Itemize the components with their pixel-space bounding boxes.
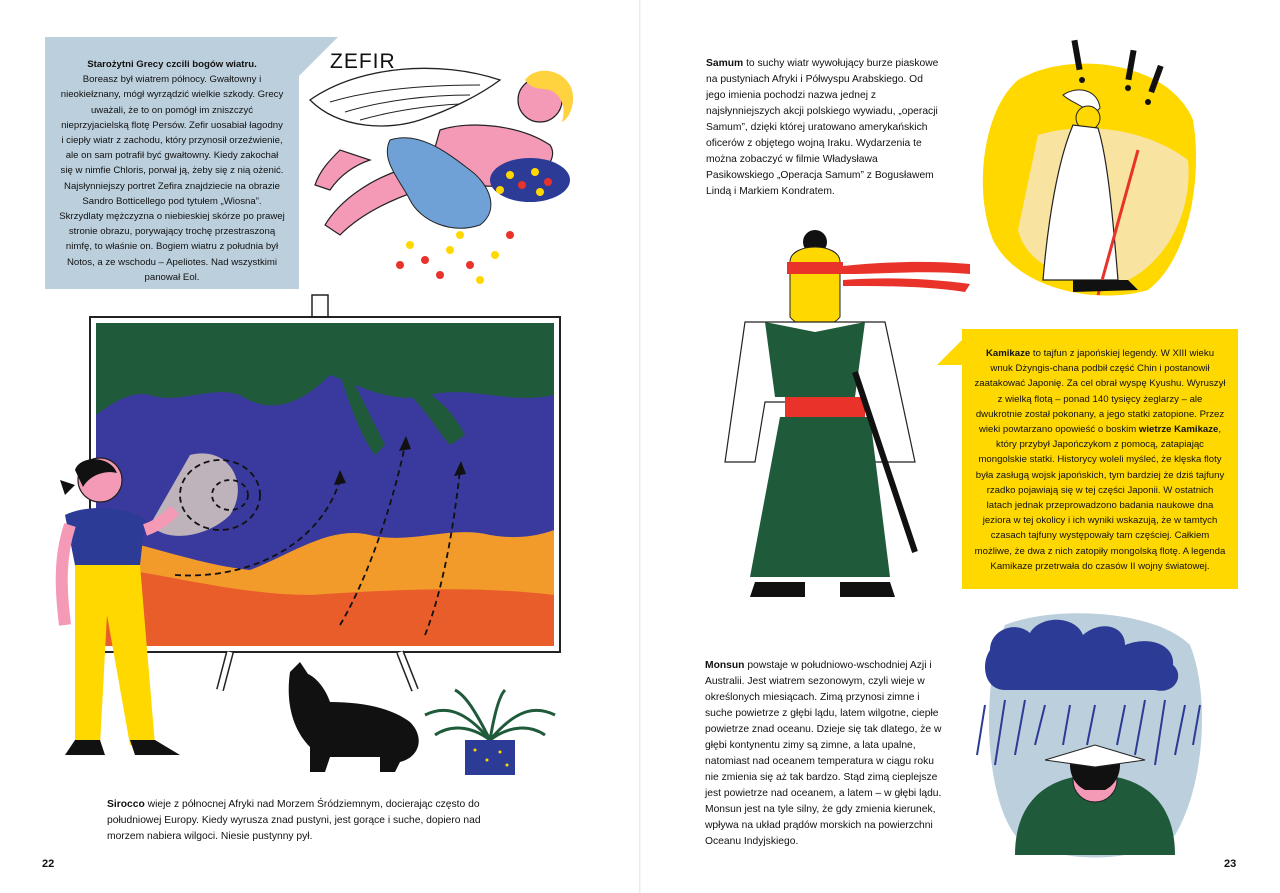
- kamikaze-body-1: to tajfun z japońskiej legendy. W XIII wieku wnuk Dżyngis-chana podbił część Chin i postanowił zaatakować Japonię. Za cel obrał wyspę Kyushu. Wyruszył z wielką flotą – ponad 140 tysięcy żeglarzy – ale dwukrotnie został pokonany, a jego statki zatopione. Przez wieki powtarzano opowieść o boskim: [974, 348, 1226, 436]
- page-gutter: [639, 0, 641, 893]
- sirocco-paragraph: [107, 797, 499, 845]
- zefir-title: ZEFIR: [330, 50, 396, 73]
- page-number-left: 22: [42, 858, 55, 870]
- ancient-greek-winds-box: [45, 37, 299, 289]
- monsun-lead: Monsun: [705, 660, 745, 671]
- kamikaze-lead: Kamikaze: [985, 348, 1031, 359]
- samum-body: to suchy wiatr wywołujący burze piaskowe na pustyniach Afryki i Półwyspu Arabskiego. Od jego imienia pochodzi nazwa jednej z najsłynniejszych akcji polskiego wywiadu, „operacji Samum”, dzięki której uratowano amerykańskich oficerów z objętego wojną Iraku. Wydarzenia te można zobaczyć w filmie Władysława Pasikowskiego „Operacja Samum” z Bogusławem Lindą i Markiem Kondratem.: [706, 58, 939, 197]
- box-lead: Starożytni Grecy czcili bogów wiatru.: [87, 59, 257, 70]
- plant-illustration: [425, 690, 555, 780]
- samurai-illustration: [725, 222, 970, 622]
- kamikaze-body-2: , który przybył Japończykom z pomocą, zatapiając mongolskie statki. Historycy woleli myśleć, że klęska floty była zasługą wojsk japońskich, tym bardziej że dziś tajfuny rzadko pojawiają się w tej części Japonii. W ostatnich latach jednak przeprowadzono badania naukowe dna jeziora w tej okolicy i ich wyniki wskazują, że w tamtych czasach tajfuny występowały tam częściej. Całkiem możliwe, że dwa z nich zatopiły mongolską flotę. A legenda Kamikaze przetrwała do czasów II wojny światowej.: [974, 424, 1226, 572]
- monsun-paragraph: [705, 658, 947, 850]
- kamikaze-box: [962, 329, 1238, 589]
- samum-paragraph: [706, 56, 944, 200]
- speech-tail: [937, 340, 962, 365]
- zefir-illustration: [300, 60, 590, 290]
- monsoon-illustration: [975, 605, 1215, 870]
- sirocco-lead: Sirocco: [107, 799, 145, 810]
- monsun-body: powstaje w południowo-wschodniej Azji i Australii. Jest wiatrem sezonowym, czyli wieje w określonych miesiącach. Zimą przynosi zimne i suche powietrze z głębi lądu, latem wilgotne, ciepłe powietrze znad oceanu. Dzieje się tak dlatego, że w głębi kontynentu zimy są zimne, a lata upalne, natomiast nad oceanem temperatura w ciągu roku nie zmienia się aż tak bardzo. Stąd zimą cieplejsze jest powietrze nad oceanem, a latem – w głębi lądu. Monsun jest na tyle silny, że gdy zmienia kierunek, wpływa na układ prądów morskich na powierzchni Oceanu Indyjskiego.: [705, 660, 942, 847]
- kamikaze-bold: wietrze Kamikaze: [1138, 424, 1219, 436]
- samum-illustration: [978, 40, 1200, 300]
- sirocco-body: wieje z północnej Afryki nad Morzem Śródziemnym, docierając często do południowej Europy. Kiedy wyrusza znad pustyni, jest gorące i suche, dopiero nad morzem nabiera wilgoci. Niesie pustynny pył.: [107, 799, 481, 842]
- dog-illustration: [270, 662, 430, 777]
- samum-lead: Samum: [706, 58, 744, 69]
- presenter-illustration: [45, 455, 195, 775]
- box-body: Boreasz był wiatrem północy. Gwałtowny i nieokiełznany, mógł wyrządzić wielkie szkody. Grecy uważali, że to on pomógł im zniszczyć nieprzyjacielską flotę Persów. Zefir uosabiał łagodny i ciepły wiatr z zachodu, który przynosił orzeźwienie, ale on sam potrafił być gwałtowny. Kiedy zakochał się w nimfie Chloris, porwał ją, żeby się z nią ożenić. Najsłynniejszy portret Zefira znajdziecie na obrazie Sandro Botticellego pod tytułem „Wiosna”. Skrzydlaty mężczyzna o niebieskiej skórze po prawej stronie obrazu, porywający trochę przestraszoną nimfę, to właśnie on. Bogiem wiatru z południa był Notos, a ze wschodu – Apeliotes. Nad wszystkimi panował Eol.: [59, 74, 285, 283]
- page-number-right: 23: [1224, 858, 1237, 870]
